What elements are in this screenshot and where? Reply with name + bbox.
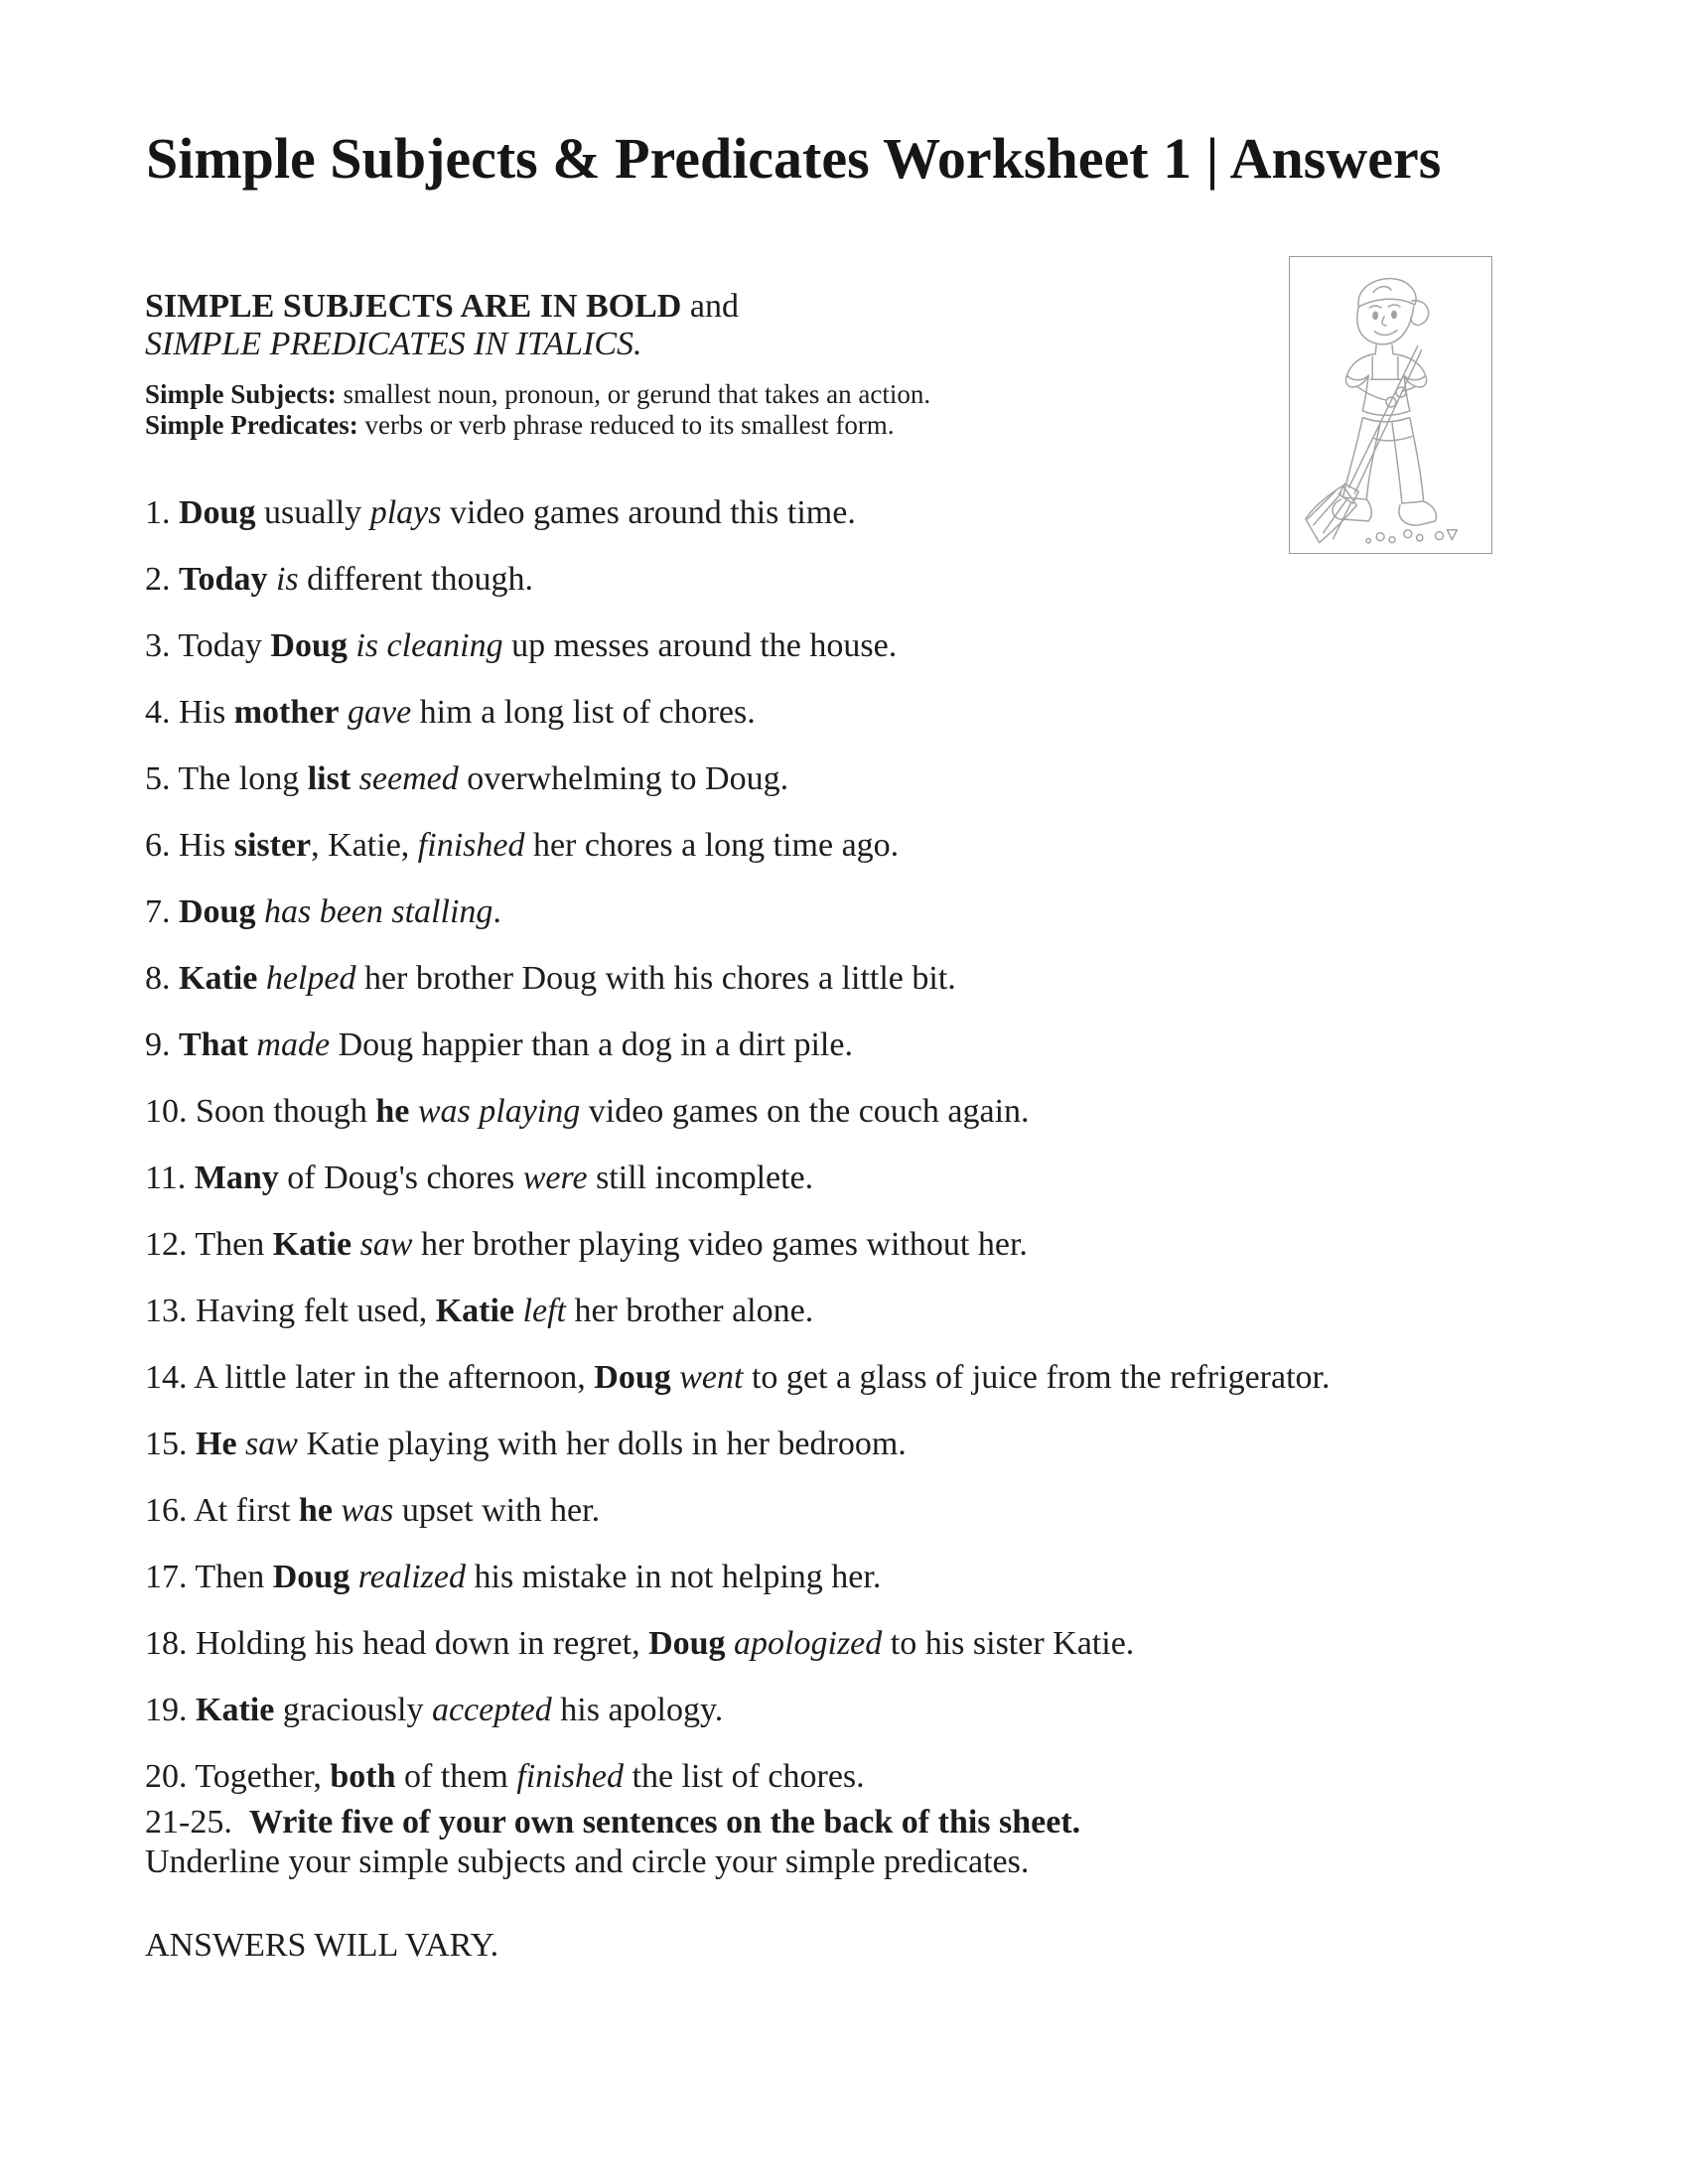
closing-block: [145, 1799, 1575, 1966]
text-run: the list of chores.: [624, 1758, 865, 1795]
sentence-number: 14.: [145, 1359, 195, 1396]
text-run: Having felt used,: [196, 1293, 436, 1329]
text-run: upset with her.: [393, 1492, 601, 1529]
sentence-number: 11.: [145, 1160, 195, 1196]
text-run: still incomplete.: [587, 1160, 814, 1196]
text-run: finished: [417, 827, 525, 864]
sentence-number: 16.: [145, 1492, 195, 1529]
text-run: usually: [255, 494, 370, 531]
text-run: Katie playing with her dolls in her bedroom.: [297, 1426, 907, 1462]
text-run: list: [307, 760, 352, 797]
text-run: His: [179, 694, 234, 731]
text-run: of them: [395, 1758, 517, 1795]
text-run: made: [256, 1026, 331, 1063]
text-run: His: [179, 827, 234, 864]
text-run: [352, 1226, 360, 1263]
underline-circle-instruction: Underline your simple subjects and circle your simple predicates.: [145, 1843, 1030, 1880]
sentence: [145, 1492, 1575, 1529]
sentence-number: 15.: [145, 1426, 196, 1462]
text-run: was: [341, 1492, 394, 1529]
text-run: Katie: [179, 960, 258, 997]
sentence-number: 17.: [145, 1559, 196, 1595]
text-run: Doug: [179, 893, 256, 930]
text-run: [350, 1559, 358, 1595]
sentence-number: 8.: [145, 960, 179, 997]
text-run: verbs or verb phrase reduced to its smallest form.: [357, 410, 895, 440]
text-run: seemed: [358, 760, 459, 797]
text-run: is cleaning: [355, 627, 503, 664]
sentence-number: 4.: [145, 694, 179, 731]
text-run: A little later in the afternoon,: [194, 1359, 595, 1396]
text-run: both: [330, 1758, 396, 1795]
sentence: [145, 1559, 1575, 1595]
sentence-number: 1.: [145, 494, 179, 531]
sentence: [145, 1426, 1575, 1462]
sentence: [145, 1359, 1575, 1396]
text-run: Doug: [179, 494, 256, 531]
sentence-number: 3.: [145, 627, 179, 664]
text-run: Simple Subjects:: [145, 379, 337, 409]
text-run: Doug: [594, 1359, 671, 1396]
text-run: went: [679, 1359, 744, 1396]
text-run: plays: [369, 494, 442, 531]
text-run: his mistake in not helping her.: [466, 1559, 882, 1595]
text-run: to get a glass of juice from the refrigerator.: [743, 1359, 1331, 1396]
text-run: her chores a long time ago.: [524, 827, 900, 864]
text-run: her brother playing video games without her.: [412, 1226, 1028, 1263]
text-run: Together,: [195, 1758, 331, 1795]
page-title: Simple Subjects & Predicates Worksheet 1 | Answers: [146, 126, 1442, 191]
text-run: Katie: [272, 1226, 352, 1263]
sentence: [145, 827, 1575, 864]
text-run: Today: [178, 627, 271, 664]
text-run: graciously: [274, 1692, 432, 1728]
text-run: [671, 1359, 680, 1396]
sentence-number: 6.: [145, 827, 179, 864]
sentence-number: 10.: [145, 1093, 196, 1130]
text-run: overwhelming to Doug.: [458, 760, 789, 797]
sentence: [145, 694, 1575, 731]
sentence-list: [145, 494, 1575, 1825]
sentence-number: 5.: [145, 760, 179, 797]
text-run: mother: [233, 694, 340, 731]
text-run: Then: [195, 1559, 273, 1595]
text-run: [339, 694, 348, 731]
sentence-number: 12.: [145, 1226, 196, 1263]
text-run: he: [375, 1093, 410, 1130]
sentence: [145, 1093, 1575, 1130]
text-run: is: [275, 561, 299, 598]
text-run: realized: [357, 1559, 466, 1595]
text-run: him a long list of chores.: [411, 694, 756, 731]
text-run: He: [196, 1426, 237, 1462]
definition-simple-predicates: [145, 410, 930, 441]
sentence: [145, 960, 1575, 997]
text-run: [267, 561, 276, 598]
text-run: saw: [359, 1226, 413, 1263]
text-run: up messes around the house.: [502, 627, 898, 664]
text-run: saw: [245, 1426, 298, 1462]
text-run: Katie: [435, 1293, 515, 1329]
text-run: video games around this time.: [441, 494, 856, 531]
text-run: At first: [194, 1492, 299, 1529]
sentence: [145, 1758, 1575, 1795]
text-run: of Doug's chores: [278, 1160, 523, 1196]
legend-line-subjects: [145, 288, 739, 326]
text-run: apologized: [734, 1625, 883, 1662]
answers-note: ANSWERS WILL VARY.: [145, 1927, 499, 1964]
text-run: , Katie,: [311, 827, 418, 864]
legend: [145, 288, 739, 363]
text-run: Soon though: [196, 1093, 376, 1130]
text-run: Doug: [272, 1559, 351, 1595]
sentence: [145, 561, 1575, 598]
sentence: [145, 1692, 1575, 1728]
text-run: left: [522, 1293, 566, 1329]
text-run: [257, 960, 266, 997]
text-run: [409, 1093, 418, 1130]
sentence: [145, 1293, 1575, 1329]
text-run: [726, 1625, 735, 1662]
text-run: Holding his head down in regret,: [196, 1625, 649, 1662]
sentence-number: 9.: [145, 1026, 179, 1063]
text-run: [237, 1426, 246, 1462]
text-run: finished: [516, 1758, 624, 1795]
text-run: That: [179, 1026, 248, 1063]
sentence: [145, 893, 1575, 930]
sentence: [145, 1625, 1575, 1662]
write-own-sentences-instruction: [145, 1803, 1575, 1843]
text-run: were: [522, 1160, 588, 1196]
sentence-number: 20.: [145, 1758, 196, 1795]
text-run: [514, 1293, 523, 1329]
boy-figure: [1333, 279, 1436, 526]
legend-line-predicates: [145, 326, 739, 363]
text-run: [351, 760, 359, 797]
sentence-number: 18.: [145, 1625, 196, 1662]
text-run: sister: [233, 827, 312, 864]
text-run: gave: [347, 694, 412, 731]
text-run: Katie: [196, 1692, 275, 1728]
sentence: [145, 627, 1575, 664]
text-run: Then: [195, 1226, 273, 1263]
text-run: her brother Doug with his chores a little bit.: [355, 960, 956, 997]
sentence: [145, 1160, 1575, 1196]
text-run: Write five of your own sentences on the back of this sheet.: [248, 1804, 1081, 1841]
text-run: 21-25.: [145, 1804, 249, 1841]
text-run: .: [492, 893, 501, 930]
text-run: SIMPLE PREDICATES IN ITALICS.: [145, 326, 642, 362]
text-run: different though.: [298, 561, 534, 598]
text-run: accepted: [431, 1692, 552, 1728]
text-run: he: [298, 1492, 333, 1529]
text-run: Simple Predicates:: [145, 410, 358, 440]
text-run: his apology.: [551, 1692, 724, 1728]
text-run: her brother alone.: [565, 1293, 814, 1329]
text-run: Many: [194, 1160, 279, 1196]
text-run: was playing: [417, 1093, 581, 1130]
text-run: video games on the couch again.: [580, 1093, 1030, 1130]
text-run: The long: [178, 760, 308, 797]
sentence: [145, 494, 1575, 531]
sentence-number: 13.: [145, 1293, 196, 1329]
sentence: [145, 760, 1575, 797]
text-run: has been stalling: [263, 893, 493, 930]
text-run: helped: [265, 960, 356, 997]
text-run: SIMPLE SUBJECTS ARE IN BOLD: [145, 288, 682, 325]
definitions: [145, 379, 930, 441]
text-run: Doug: [648, 1625, 726, 1662]
text-run: Today: [179, 561, 268, 598]
text-run: [255, 893, 264, 930]
sentence: [145, 1226, 1575, 1263]
text-run: and: [681, 288, 739, 325]
sentence: [145, 1026, 1575, 1063]
sentence-number: 2.: [145, 561, 179, 598]
text-run: Doug: [270, 627, 348, 664]
definition-simple-subjects: [145, 379, 930, 410]
sentence-number: 7.: [145, 893, 179, 930]
sentence-number: 19.: [145, 1692, 196, 1728]
text-run: Doug happier than a dog in a dirt pile.: [330, 1026, 853, 1063]
text-run: smallest noun, pronoun, or gerund that takes an action.: [336, 379, 931, 409]
text-run: to his sister Katie.: [882, 1625, 1135, 1662]
